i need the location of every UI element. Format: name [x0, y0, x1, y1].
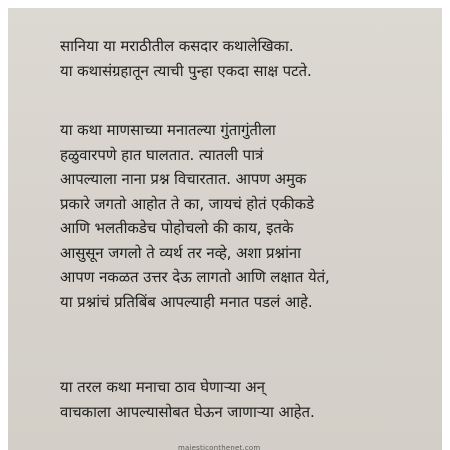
- text-line: आणि भलतीकडेच पोहोचलो की काय, इतके: [60, 219, 294, 237]
- text-line: प्रकारे जगतो आहोत ते का, जायचं होतं एकीकडे: [60, 194, 315, 213]
- text-line: या कथासंग्रहातून त्याची पुन्हा एकदा साक्ष पटते.: [60, 61, 312, 80]
- text-line: सानिया या मराठीतील कसदार कथालेखिका.: [60, 37, 294, 55]
- paragraph-intro: [60, 34, 312, 83]
- text-line: आसुसून जगलो ते व्यर्थ तर नव्हे, अशा प्रश्नांना: [60, 243, 301, 262]
- text-line: या तरल कथा मनाचा ठाव घेणाऱ्या अन्: [60, 378, 265, 396]
- text-line: वाचकाला आपल्यासोबत घेऊन जाणाऱ्या आहेत.: [60, 402, 315, 421]
- book-back-cover: [8, 8, 442, 450]
- text-line: या कथा माणसाच्या मनातल्या गुंतागुंतीला: [60, 121, 276, 139]
- paragraph-closing: [60, 375, 315, 424]
- text-line: हळुवारपणे हात घालतात. त्यातली पात्रं: [60, 145, 264, 164]
- paragraph-main: [60, 118, 330, 314]
- footer-url: majesticonthenet.com: [178, 444, 261, 450]
- text-line: आपण नकळत उत्तर देऊ लागतो आणि लक्षात येतं,: [60, 268, 330, 286]
- text-line: या प्रश्नांचं प्रतिबिंब आपल्याही मनात पडलं आहे.: [60, 292, 313, 311]
- text-line: आपल्याला नाना प्रश्न विचारतात. आपण अमुक: [60, 170, 307, 188]
